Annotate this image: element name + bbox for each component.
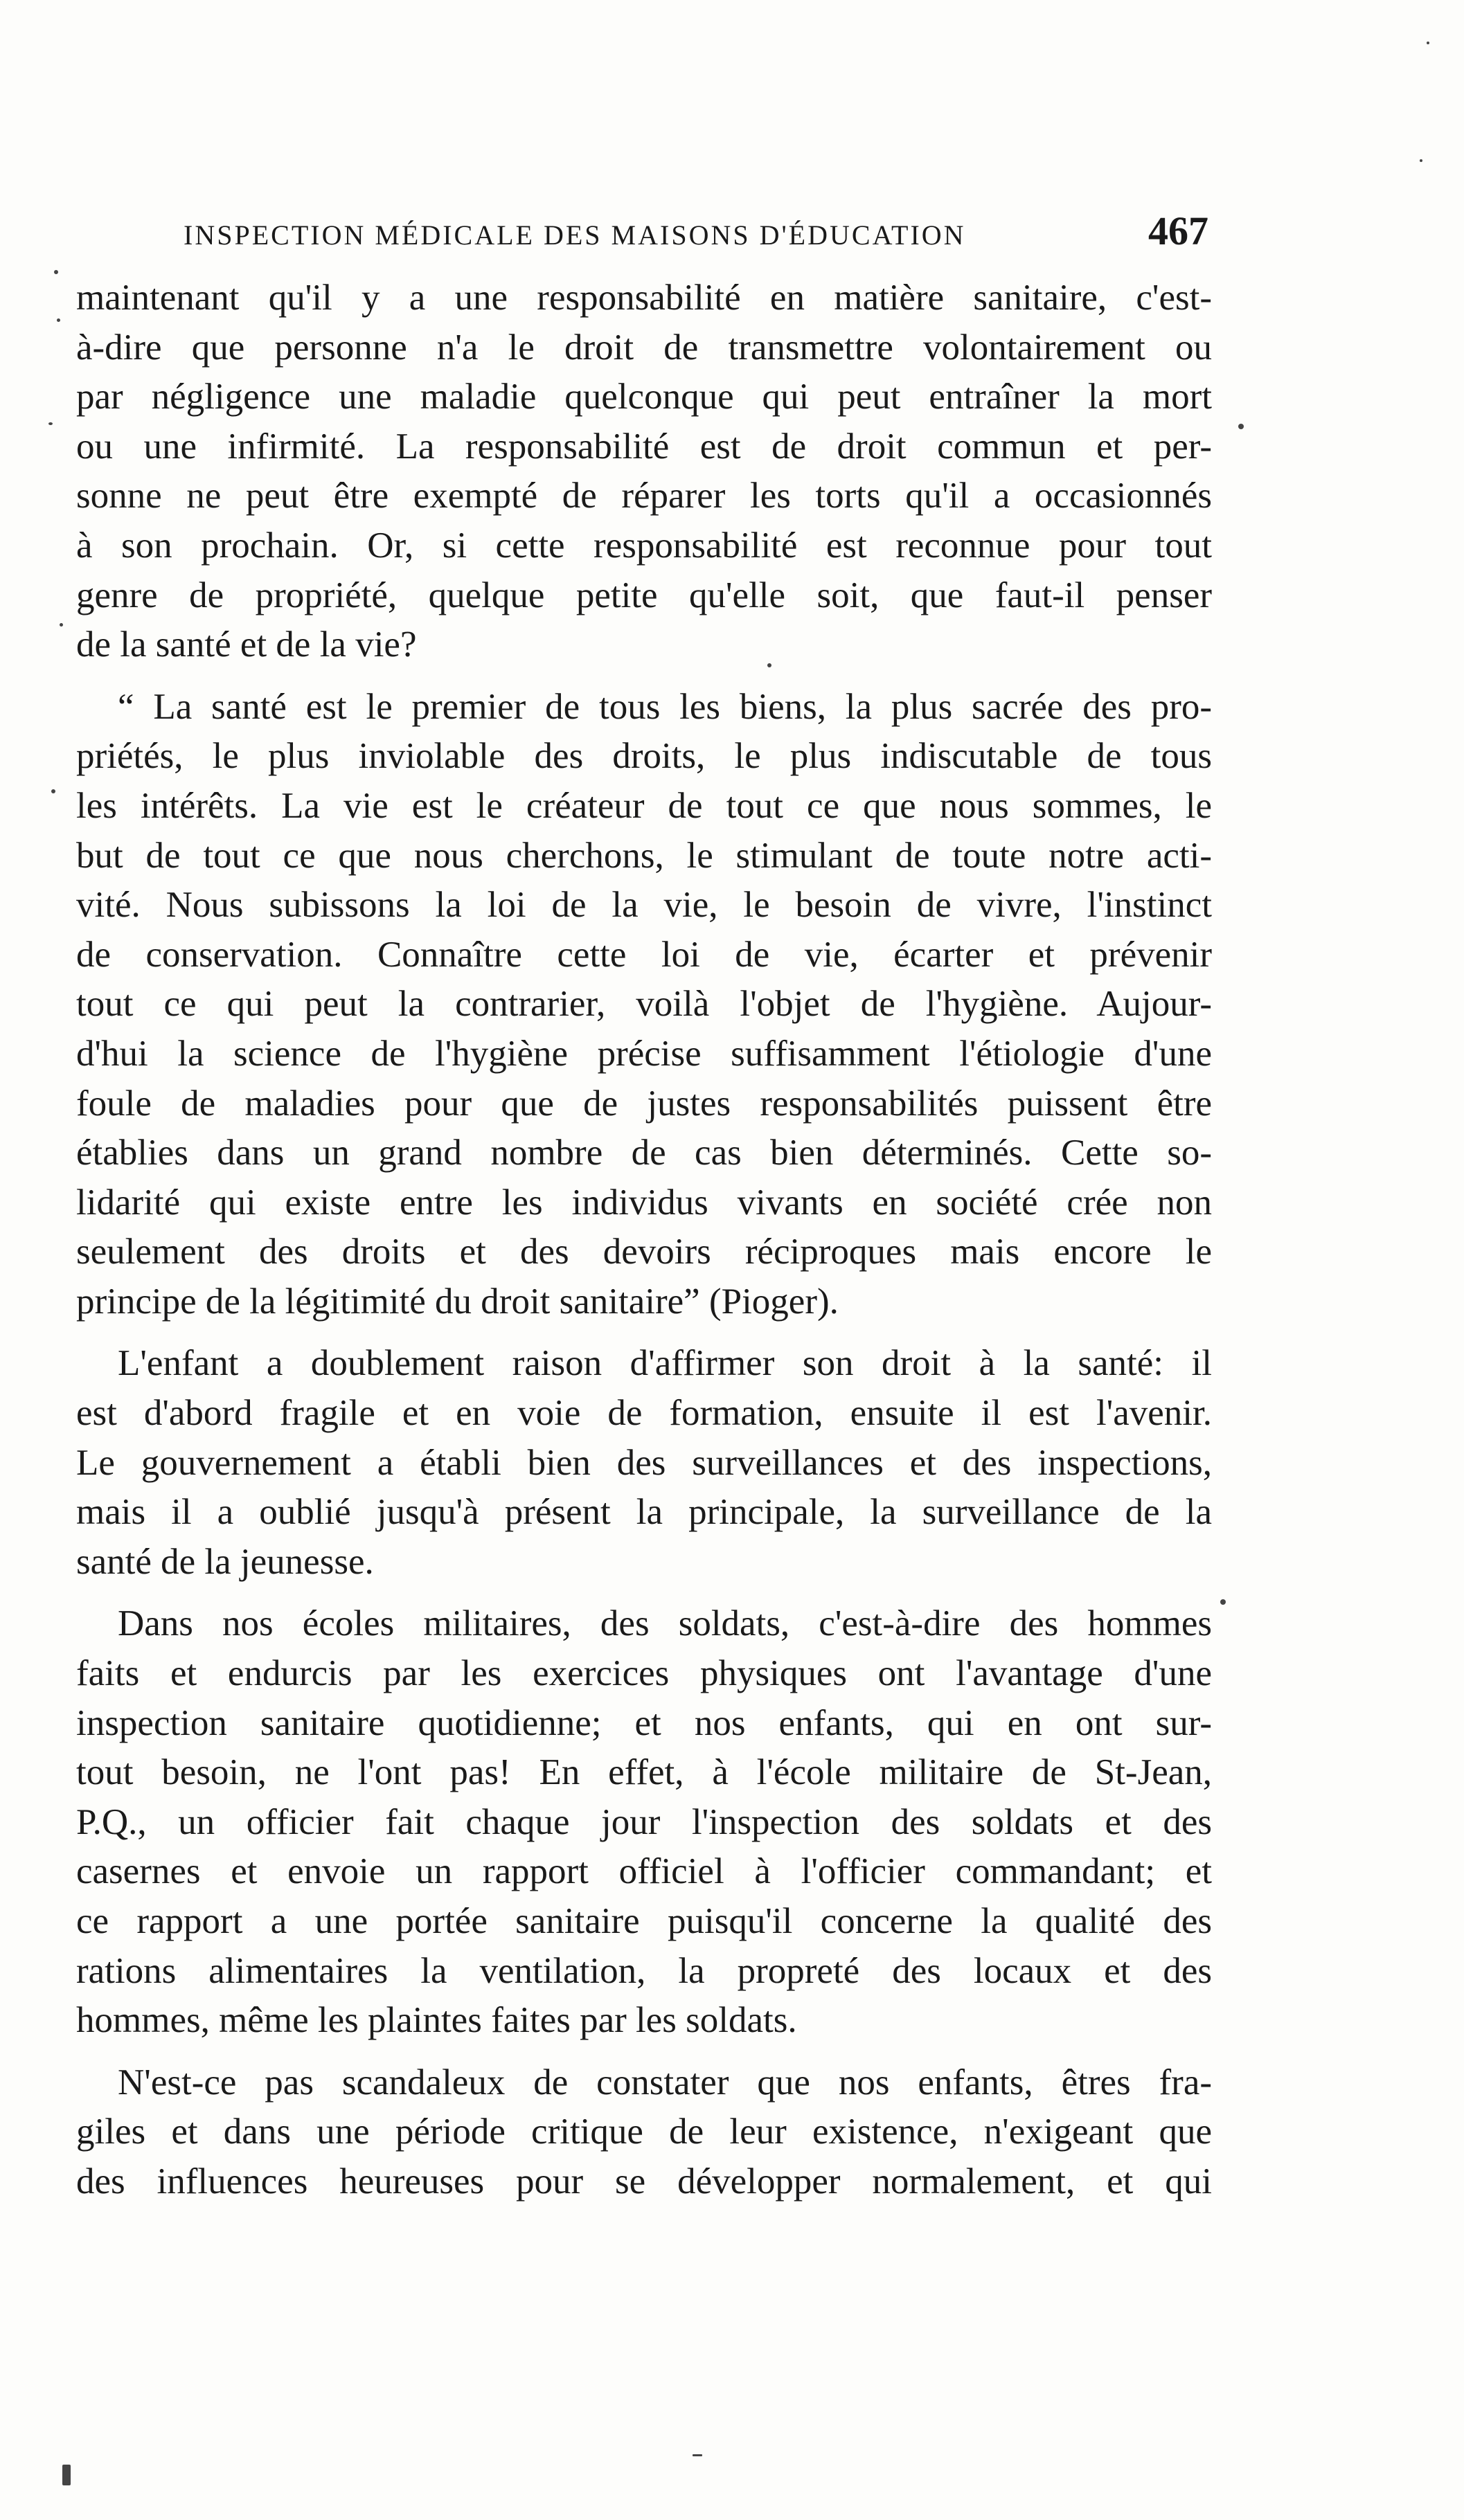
text-line: maintenant qu'il y a une responsabilité en matière sanitaire, c'est-: [76, 278, 1212, 318]
paragraph: [76, 1339, 1212, 1587]
text-line: ou une infirmité. La responsabilité est de droit commun et per-: [76, 426, 1212, 467]
text-line: tout ce qui peut la contrarier, voilà l'objet de l'hygiène. Aujour-: [76, 984, 1212, 1025]
text-line: de conservation. Connaître cette loi de vie, écarter et prévenir: [76, 934, 1212, 975]
scan-speck: [1220, 1599, 1226, 1605]
scan-speck: [1238, 424, 1244, 429]
text-line: P.Q., un officier fait chaque jour l'inspection des soldats et des: [76, 1801, 1212, 1842]
running-head: INSPECTION MÉDICALE DES MAISONS D'ÉDUCATION: [184, 219, 966, 251]
text-line: L'enfant a doublement raison d'affirmer son droit à la santé: il: [118, 1343, 1212, 1384]
page-header: [184, 208, 1208, 263]
body-text: [76, 273, 1212, 2207]
text-line: lidarité qui existe entre les individus vivants en société crée non: [76, 1182, 1212, 1223]
text-line: ce rapport a une portée sanitaire puisqu'il concerne la qualité des: [76, 1901, 1212, 1941]
text-line: giles et dans une période critique de leur existence, n'exigeant que: [76, 2112, 1212, 2152]
text-line: sonne ne peut être exempté de réparer les torts qu'il a occasionnés: [76, 476, 1212, 516]
text-line: Dans nos écoles militaires, des soldats, c'est-à-dire des hommes: [118, 1603, 1212, 1644]
text-line: faits et endurcis par les exercices physiques ont l'avantage d'une: [76, 1653, 1212, 1694]
paragraph-gap: [76, 2046, 1212, 2058]
text-line: “ La santé est le premier de tous les biens, la plus sacrée des pro-: [118, 686, 1212, 727]
text-line: santé de la jeunesse.: [76, 1541, 374, 1582]
text-line: est d'abord fragile et en voie de formation, ensuite il est l'avenir.: [76, 1393, 1212, 1434]
paragraph: [76, 2058, 1212, 2207]
text-line: casernes et envoie un rapport officiel à l'officier commandant; et: [76, 1851, 1212, 1892]
text-line: principe de la légitimité du droit sanitaire” (Pioger).: [76, 1281, 839, 1322]
paragraph-gap: [76, 1587, 1212, 1599]
text-line: Le gouvernement a établi bien des surveillances et des inspections,: [76, 1442, 1212, 1483]
text-line: par négligence une maladie quelconque qui peut entraîner la mort: [76, 377, 1212, 417]
scan-speck: [62, 2465, 71, 2485]
text-line: rations alimentaires la ventilation, la propreté des locaux et des: [76, 1950, 1212, 1991]
text-line: des influences heureuses pour se développer normalement, et qui: [76, 2161, 1212, 2202]
scan-artifacts: [42, 263, 69, 1094]
text-line: à-dire que personne n'a le droit de transmettre volontairement ou: [76, 327, 1212, 368]
paragraph: [76, 273, 1212, 670]
text-line: mais il a oublié jusqu'à présent la principale, la surveillance de la: [76, 1492, 1212, 1533]
text-line: tout besoin, ne l'ont pas! En effet, à l'école militaire de St-Jean,: [76, 1752, 1212, 1793]
text-line: de la santé et de la vie?: [76, 624, 417, 665]
text-line: N'est-ce pas scandaleux de constater que nos enfants, êtres fra-: [118, 2062, 1212, 2103]
text-line: à son prochain. Or, si cette responsabilité est reconnue pour tout: [76, 525, 1212, 566]
paragraph: [76, 1599, 1212, 2045]
text-line: inspection sanitaire quotidienne; et nos enfants, qui en ont sur-: [76, 1702, 1212, 1743]
scan-speck: [1427, 42, 1429, 44]
text-line: établies dans un grand nombre de cas bien déterminés. Cette so-: [76, 1133, 1212, 1173]
text-line: but de tout ce que nous cherchons, le stimulant de toute notre acti-: [76, 835, 1212, 876]
text-line: priétés, le plus inviolable des droits, le plus indiscutable de tous: [76, 736, 1212, 777]
text-line: genre de propriété, quelque petite qu'elle soit, que faut-il penser: [76, 575, 1212, 615]
paragraph-gap: [76, 1326, 1212, 1339]
text-line: les intérêts. La vie est le créateur de tout ce que nous sommes, le: [76, 785, 1212, 826]
paragraph-gap: [76, 670, 1212, 683]
scan-speck: [693, 2454, 702, 2456]
text-line: seulement des droits et des devoirs réciproques mais encore le: [76, 1232, 1212, 1272]
text-line: foule de maladies pour que de justes responsabilités puissent être: [76, 1083, 1212, 1124]
scan-speck: [1420, 159, 1422, 162]
scan-speck: [767, 663, 771, 667]
text-line: d'hui la science de l'hygiène précise suffisamment l'étiologie d'une: [76, 1033, 1212, 1074]
text-line: vité. Nous subissons la loi de la vie, le besoin de vivre, l'instinct: [76, 885, 1212, 926]
text-line: hommes, même les plaintes faites par les soldats.: [76, 2000, 797, 2041]
paragraph: [76, 683, 1212, 1327]
page-number: 467: [1148, 208, 1208, 253]
